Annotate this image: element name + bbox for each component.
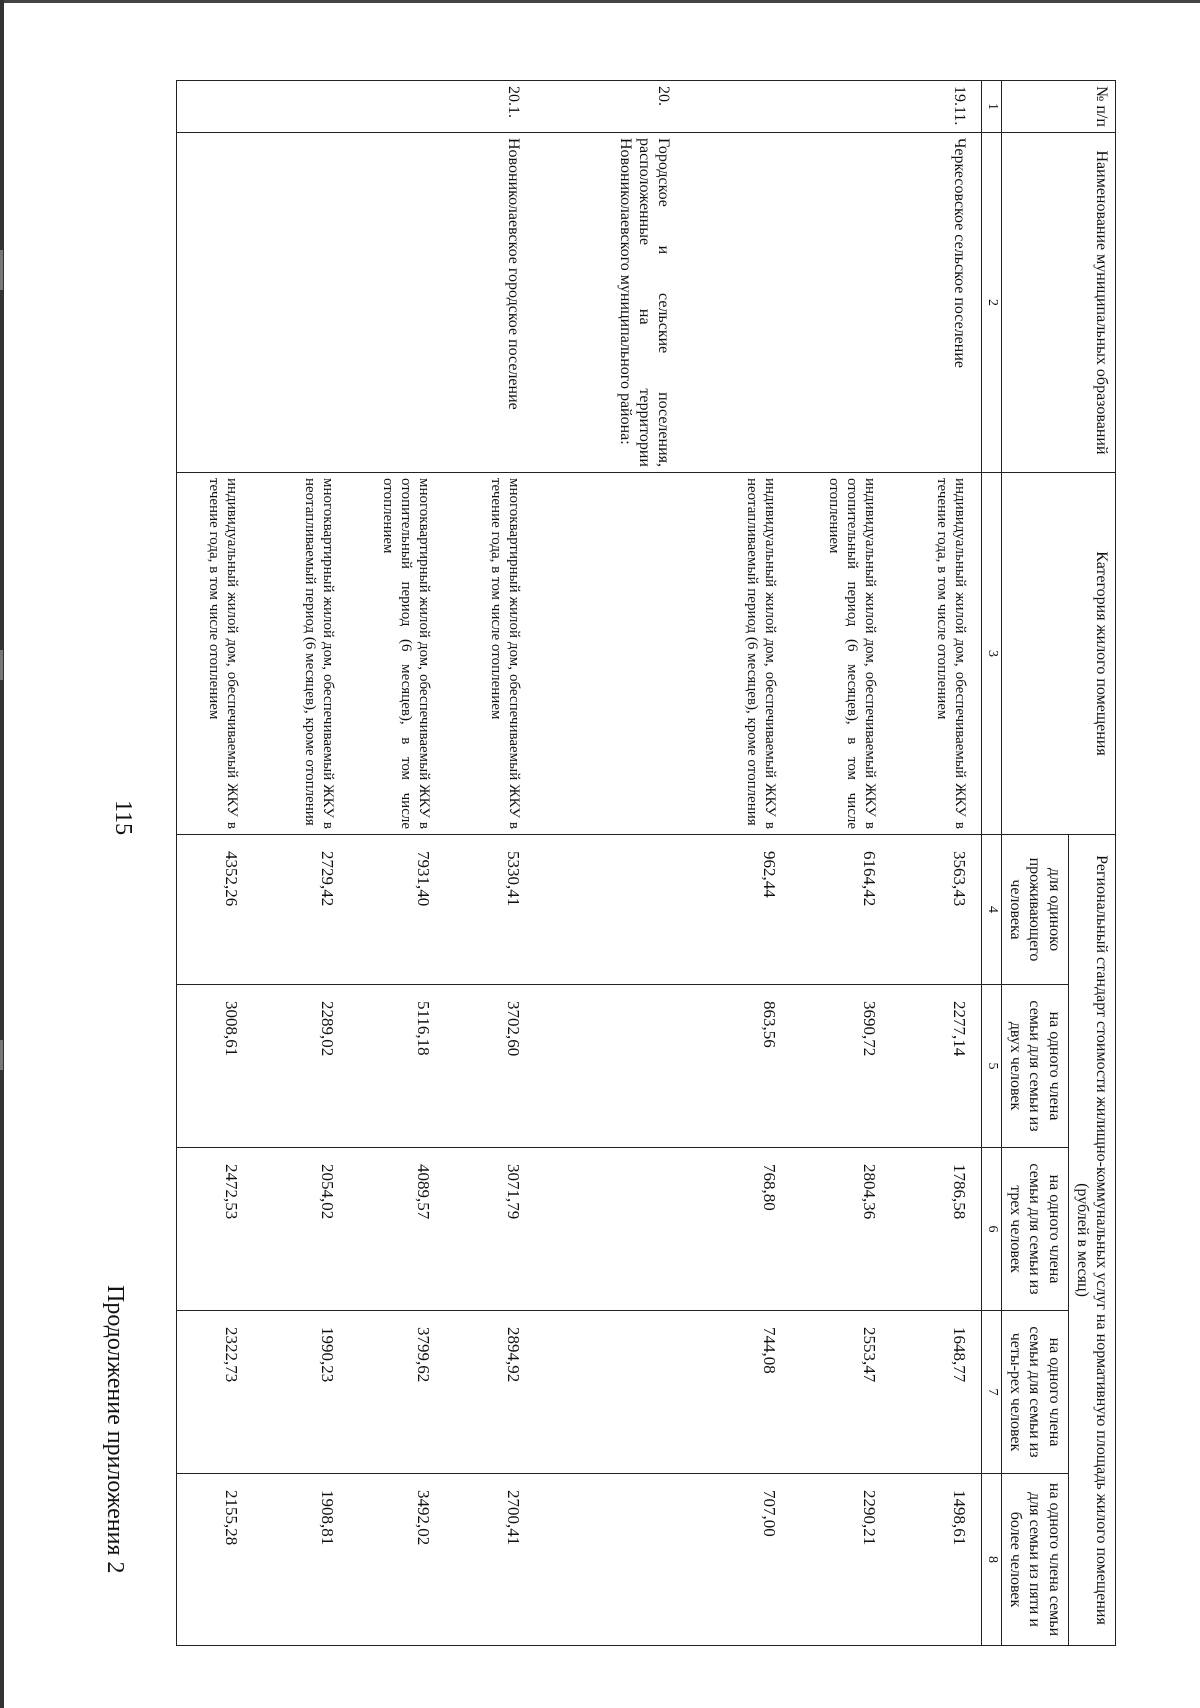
value-four: 2553,47 [783,1311,883,1474]
row-number: 20. [527,81,677,133]
housing-category: индивидуальный жилой дом, обеспечиваемый ЖКУ в неотапливаемый период (6 месяцев), кроме отопления [677,473,783,835]
value-four [527,1311,677,1474]
value-three: 2804,36 [783,1148,883,1311]
value-single: 5330,41 [437,835,527,985]
value-single [527,835,677,985]
value-single: 962,44 [677,835,783,985]
header-single-person: для одиноко проживающего человека [1002,835,1069,985]
value-three: 1786,58 [883,1148,982,1311]
value-two: 2289,02 [245,985,341,1148]
value-five-plus [527,1474,677,1646]
value-five-plus: 707,00 [677,1474,783,1646]
row-number [341,81,437,133]
header-regional-standard: Региональный стандарт стоимости жилищно-коммунальных услуг на нормативную площадь жилого помещения (рублей в месяц) [1068,835,1115,1646]
page-number: 115 [110,800,136,836]
row-number [783,81,883,133]
value-two: 863,56 [677,985,783,1148]
header-category: Категория жилого помещения [1002,473,1116,835]
value-three [527,1148,677,1311]
appendix-caption: Продолжение приложения 2 [102,1285,128,1574]
value-five-plus: 2700,41 [437,1474,527,1646]
value-three: 2054,02 [245,1148,341,1311]
value-two: 2277,14 [883,985,982,1148]
row-number: 20.1. [437,81,527,133]
value-two: 3008,61 [177,985,246,1148]
row-number: 19.11. [883,81,982,133]
table-row [783,81,883,1646]
housing-category: многоквартирный жилой дом, обеспечиваемый ЖКУ в отопительный период (6 месяцев), в том числе отоплением [341,473,437,835]
value-five-plus: 2155,28 [177,1474,246,1646]
housing-category: многоквартирный жилой дом, обеспечиваемый ЖКУ в течение года, в том числе отоплением [437,473,527,835]
column-number: 2 [982,133,1002,473]
value-two: 5116,18 [341,985,437,1148]
value-single: 3563,43 [883,835,982,985]
table-row [245,81,341,1646]
municipality-name [783,133,883,473]
value-four: 2894,92 [437,1311,527,1474]
housing-category [527,473,677,835]
header-four-person-family: на одного члена семьи для семьи из четы-рех человек [1002,1311,1069,1474]
value-four: 1648,77 [883,1311,982,1474]
row-number [245,81,341,133]
value-three: 2472,53 [177,1148,246,1311]
table-row [883,81,982,1646]
value-five-plus: 2290,21 [783,1474,883,1646]
row-number [677,81,783,133]
value-single: 7931,40 [341,835,437,985]
header-five-plus-family: на одного члена семьи для семьи из пяти и более человек [1002,1474,1069,1646]
value-single: 4352,26 [177,835,246,985]
value-two: 3702,60 [437,985,527,1148]
header-three-person-family: на одного члена семьи для семьи из трех человек [1002,1148,1069,1311]
column-number: 5 [982,985,1002,1148]
housing-category: индивидуальный жилой дом, обеспечиваемый ЖКУ в отопительный период (6 месяцев), в том числе отоплением [783,473,883,835]
table-row [677,81,783,1646]
housing-category: многоквартирный жилой дом, обеспечиваемый ЖКУ в неотапливаемый период (6 месяцев), кроме отопления [245,473,341,835]
row-number [177,81,246,133]
municipality-name [245,133,341,473]
value-two [527,985,677,1148]
table-header-row [1068,81,1115,1646]
table-row [437,81,527,1646]
value-four: 744,08 [677,1311,783,1474]
value-five-plus: 3492,02 [341,1474,437,1646]
municipality-name: Новониколаевское городское поселение [437,133,527,473]
table-row [341,81,437,1646]
column-number: 4 [982,835,1002,985]
value-three: 4089,57 [341,1148,437,1311]
table-row [177,81,246,1646]
value-single: 6164,42 [783,835,883,985]
column-number: 1 [982,81,1002,133]
header-municipality: Наименование муниципальных образований [1002,133,1116,473]
municipality-name: Городское и сельские поселения, расположенные на территории Новониколаевского муниципального района: [527,133,677,473]
municipality-name [177,133,246,473]
value-two: 3690,72 [783,985,883,1148]
municipality-name [341,133,437,473]
value-five-plus: 1908,81 [245,1474,341,1646]
value-three: 3071,79 [437,1148,527,1311]
header-number: № п/п [1002,81,1116,133]
value-four: 3799,62 [341,1311,437,1474]
column-number-row [982,81,1002,1646]
value-four: 2322,73 [177,1311,246,1474]
table-row [527,81,677,1646]
value-four: 1990,23 [245,1311,341,1474]
column-number: 3 [982,473,1002,835]
municipality-name: Черкесовское сельское поселение [883,133,982,473]
column-number: 6 [982,1148,1002,1311]
value-single: 2729,42 [245,835,341,985]
value-three: 768,80 [677,1148,783,1311]
municipality-name [677,133,783,473]
cost-standards-table [176,80,1116,1646]
column-number: 7 [982,1311,1002,1474]
housing-category: индивидуальный жилой дом, обеспечиваемый ЖКУ в течение года, в том числе отоплением [883,473,982,835]
value-five-plus: 1498,61 [883,1474,982,1646]
header-two-person-family: на одного члена семьи для семьи из двух человек [1002,985,1069,1148]
column-number: 8 [982,1474,1002,1646]
housing-category: индивидуальный жилой дом, обеспечиваемый ЖКУ в течение года, в том числе отоплением [177,473,246,835]
